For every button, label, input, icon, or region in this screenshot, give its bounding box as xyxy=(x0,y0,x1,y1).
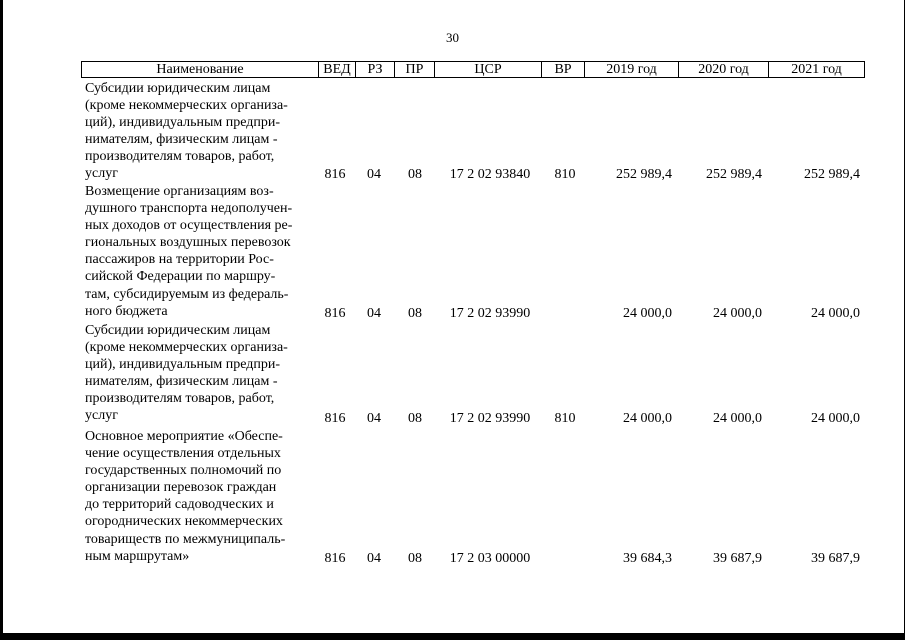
header-vr: ВР xyxy=(542,62,585,77)
cell-2019: 39 684,3 xyxy=(623,551,672,566)
cell-pr: 08 xyxy=(408,411,422,426)
row-name-line: нимателям, физическим лицам - xyxy=(85,374,278,390)
row-name-line: товариществ по межмуниципаль- xyxy=(85,531,286,547)
cell-2020: 39 687,9 xyxy=(713,551,762,566)
cell-2021: 252 989,4 xyxy=(804,167,860,182)
row-name-line: производителям товаров, работ, xyxy=(85,391,275,407)
row-name-line: Основное мероприятие «Обеспе- xyxy=(85,429,283,444)
row-name-line: ным маршрутам» xyxy=(85,548,190,564)
row-name-line: до территорий садоводческих и xyxy=(85,497,274,513)
row-name-line: чение осуществления отдельных xyxy=(85,446,281,462)
cell-csr: 17 2 03 00000 xyxy=(449,551,531,566)
cell-2021: 24 000,0 xyxy=(811,411,860,426)
cell-rz: 04 xyxy=(367,411,381,426)
header-rz: РЗ xyxy=(356,62,395,77)
cell-ved: 816 xyxy=(324,551,346,566)
cell-vr: 810 xyxy=(554,411,576,426)
cell-2020: 24 000,0 xyxy=(713,411,762,426)
cell-csr: 17 2 02 93840 xyxy=(449,167,531,182)
row-name-line: нимателям, физическим лицам - xyxy=(85,132,278,148)
row-name-line: услуг xyxy=(85,408,118,424)
header-2019: 2019 год xyxy=(585,62,679,77)
page-number: 30 xyxy=(446,30,459,45)
row-name-line: гиональных воздушных перевозок xyxy=(85,235,291,251)
row-name-line: производителям товаров, работ, xyxy=(85,149,275,165)
cell-2019: 24 000,0 xyxy=(623,411,672,426)
row-name-line: душного транспорта недополучен- xyxy=(85,201,293,217)
row-name-line: ных доходов от осуществления ре- xyxy=(85,218,293,234)
cell-rz: 04 xyxy=(367,167,381,182)
row-name-line: организации перевозок граждан xyxy=(85,480,277,496)
cell-rz: 04 xyxy=(367,306,381,321)
cell-pr: 08 xyxy=(408,551,422,566)
row-name-line: ций), индивидуальным предпри- xyxy=(85,357,281,373)
scan-left-border xyxy=(0,0,3,640)
row-name-line: государственных полномочий по xyxy=(85,463,282,479)
row-name-line: услуг xyxy=(85,166,118,182)
row-name-line: пассажиров на территории Рос- xyxy=(85,252,274,268)
cell-ved: 816 xyxy=(324,167,346,182)
cell-csr: 17 2 02 93990 xyxy=(449,306,531,321)
cell-2020: 252 989,4 xyxy=(706,167,762,182)
row-name xyxy=(85,428,307,565)
cell-ved: 816 xyxy=(324,306,346,321)
table-header xyxy=(81,61,865,78)
row-name-line: (кроме некоммерческих организа- xyxy=(85,98,288,114)
row-name-line: там, субсидируемым из федераль- xyxy=(85,286,289,302)
row-name xyxy=(85,80,307,183)
cell-2021: 24 000,0 xyxy=(811,306,860,321)
row-name-line: Субсидии юридическим лицам xyxy=(85,81,271,96)
cell-rz: 04 xyxy=(367,551,381,566)
cell-ved: 816 xyxy=(324,411,346,426)
cell-csr: 17 2 02 93990 xyxy=(449,411,531,426)
cell-2019: 24 000,0 xyxy=(623,306,672,321)
cell-pr: 08 xyxy=(408,306,422,321)
cell-vr: 810 xyxy=(554,167,576,182)
header-name: Наименование xyxy=(82,62,319,77)
cell-2019: 252 989,4 xyxy=(616,167,672,182)
cell-pr: 08 xyxy=(408,167,422,182)
row-name-line: Субсидии юридическим лицам xyxy=(85,323,271,338)
row-name-line: Возмещение организациям воз- xyxy=(85,184,274,199)
header-2020: 2020 год xyxy=(679,62,769,77)
row-name xyxy=(85,322,307,425)
scan-bottom-border xyxy=(0,633,905,640)
cell-2020: 24 000,0 xyxy=(713,306,762,321)
row-name-line: (кроме некоммерческих организа- xyxy=(85,340,288,356)
header-ved: ВЕД xyxy=(319,62,356,77)
row-name-line: сийской Федерации по маршру- xyxy=(85,269,276,285)
row-name xyxy=(85,183,307,320)
header-csr: ЦСР xyxy=(435,62,542,77)
row-name-line: ного бюджета xyxy=(85,303,168,319)
cell-2021: 39 687,9 xyxy=(811,551,860,566)
row-name-line: ций), индивидуальным предпри- xyxy=(85,115,281,131)
row-name-line: огороднических некоммерческих xyxy=(85,514,283,530)
header-pr: ПР xyxy=(395,62,435,77)
header-2021: 2021 год xyxy=(791,62,842,77)
